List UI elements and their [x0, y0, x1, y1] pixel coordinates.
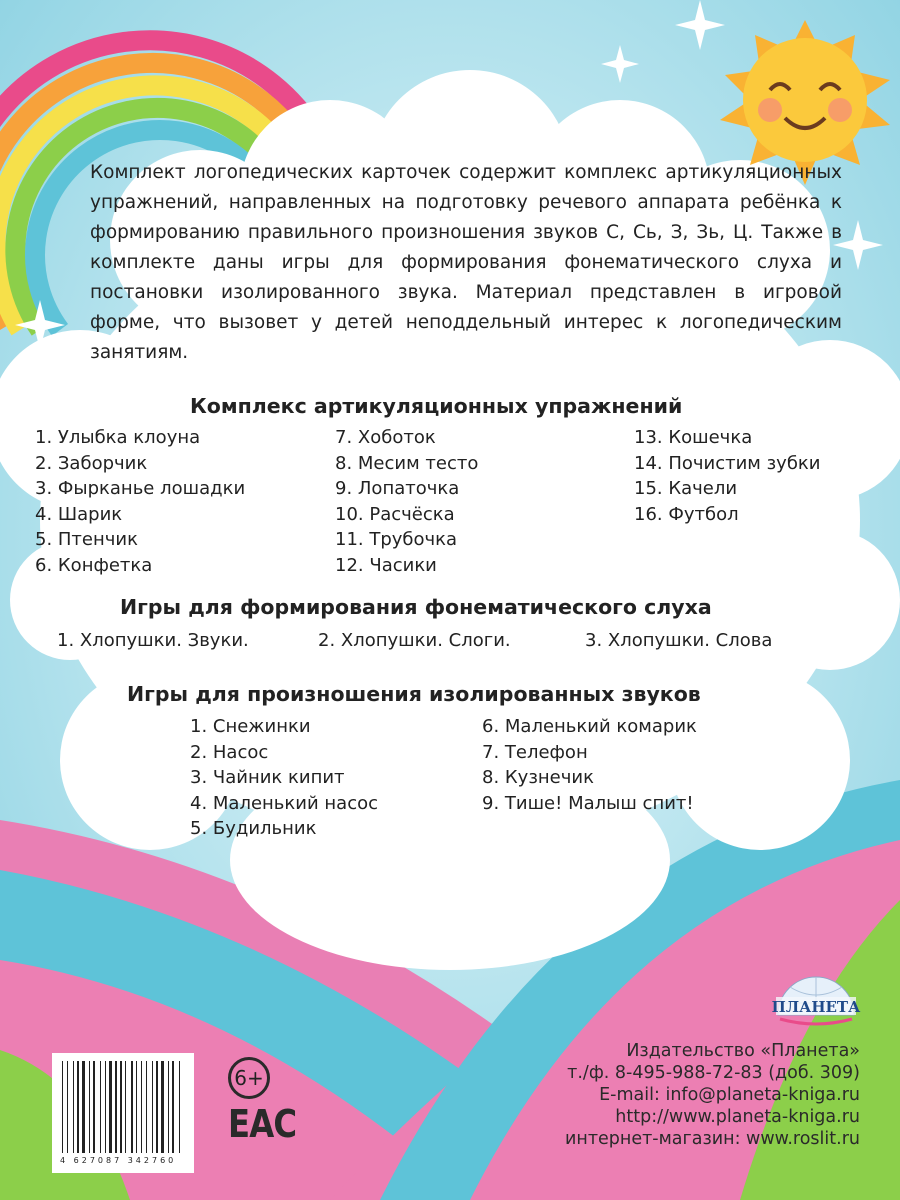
list-item: 13. Кошечка — [634, 427, 753, 448]
section-phonemic-title: Игры для формирования фонематического слуха — [120, 595, 712, 619]
publisher-phone: т./ф. 8-495-988-72-83 (доб. 309) — [567, 1063, 860, 1083]
list-item: 3. Фырканье лошадки — [35, 478, 246, 499]
list-item: 5. Будильник — [190, 818, 317, 839]
list-item: 1. Улыбка клоуна — [35, 427, 201, 448]
publisher-shop: интернет-магазин: www.roslit.ru — [565, 1129, 860, 1149]
list-item: 8. Месим тесто — [335, 452, 479, 474]
list-item: 1. Хлопушки. Звуки. — [57, 630, 249, 651]
list-item: 7. Телефон — [482, 741, 588, 763]
list-item: 6. Конфетка — [35, 554, 153, 576]
sounds-column-1 — [190, 714, 378, 842]
articulation-column-1 — [35, 425, 245, 578]
list-item: 9. Лопаточка — [335, 478, 460, 499]
publisher-info — [565, 1040, 860, 1150]
articulation-column-2 — [335, 425, 478, 578]
list-item: 12. Часики — [335, 554, 437, 576]
barcode — [52, 1053, 194, 1173]
list-item: 4. Шарик — [35, 503, 123, 525]
list-item: 2. Заборчик — [35, 452, 148, 474]
list-item: 1. Снежинки — [190, 716, 311, 737]
list-item: 6. Маленький комарик — [482, 716, 697, 737]
list-item: 15. Качели — [634, 478, 738, 499]
barcode-number: 4 627087 342760 — [60, 1156, 177, 1165]
publisher-name: Издательство «Планета» — [626, 1041, 860, 1061]
list-item: 2. Хлопушки. Слоги. — [318, 630, 511, 651]
section-sounds-title: Игры для произношения изолированных звуков — [127, 682, 701, 706]
publisher-logo — [770, 973, 862, 1033]
list-item: 3. Хлопушки. Слова — [585, 630, 773, 651]
list-item: 5. Птенчик — [35, 529, 138, 550]
list-item: 10. Расчёска — [335, 503, 455, 525]
list-item: 11. Трубочка — [335, 529, 458, 550]
eac-mark: EAC — [228, 1102, 297, 1146]
list-item: 8. Кузнечик — [482, 767, 594, 788]
intro-paragraph: Комплект логопедических карточек содержит комплекс артикуляционных упражнений, направленных на подготовку речевого аппарата ребёнка к формированию правильного произношения звуков С, Сь, З, Зь, Ц. Также в комплекте даны игры для формирования фонематического слуха и постановки изолированного звука. Материал представлен в игровой форме, что вызовет у детей неподдельный интерес к логопедическим занятиям. — [90, 162, 842, 363]
list-item: 14. Почистим зубки — [634, 452, 821, 474]
list-item: 16. Футбол — [634, 503, 739, 525]
list-item: 4. Маленький насос — [190, 792, 379, 814]
publisher-email: E-mail: info@planeta-kniga.ru — [599, 1085, 860, 1105]
list-item: 3. Чайник кипит — [190, 767, 345, 788]
svg-text:ПЛАНЕТА: ПЛАНЕТА — [771, 998, 861, 1016]
sounds-column-2 — [482, 714, 697, 816]
age-rating-badge: 6+ — [228, 1057, 270, 1099]
list-item: 2. Насос — [190, 741, 269, 763]
publisher-website: http://www.planeta-kniga.ru — [615, 1107, 860, 1127]
articulation-column-3 — [634, 425, 821, 527]
list-item: 9. Тише! Малыш спит! — [482, 792, 694, 814]
list-item: 7. Хоботок — [335, 427, 436, 448]
section-articulation-title: Комплекс артикуляционных упражнений — [190, 394, 683, 418]
